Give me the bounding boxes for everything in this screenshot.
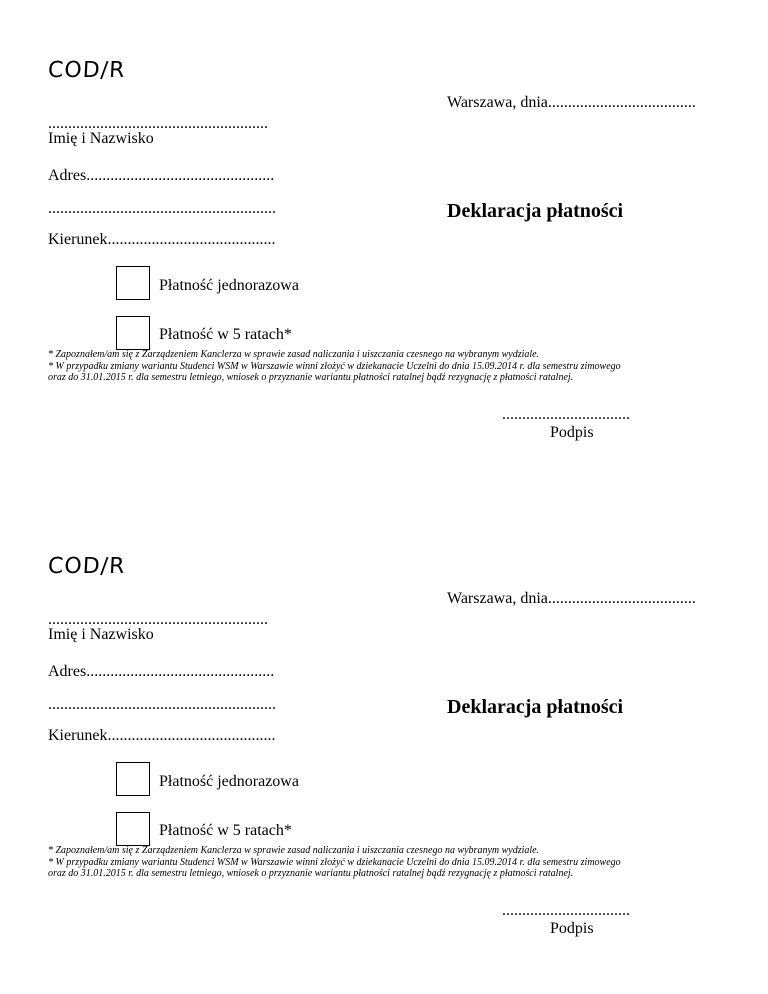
footnote: * W przypadku zmiany wariantu Studenci WSM w Warszawie winni złożyć w dziekanacie Uczelni do dnia 15.09.2014 r. dla semestru zimowego [48,360,621,372]
city-date-field[interactable]: Warszawa, dnia..................................... [447,94,696,111]
name-input-line[interactable]: ....................................................... [48,611,268,628]
document-title: Deklaracja płatności [447,200,624,222]
name-label: Imię i Nazwisko [48,626,154,643]
footnote: oraz do 31.01.2015 r. dla semestru letniego, wniosek o przyznanie wariantu płatności ratalnej bądź rezygnację z płatności ratalnej. [48,372,574,383]
installments-label: Płatność w 5 ratach* [159,326,292,343]
footnote: * W przypadku zmiany wariantu Studenci WSM w Warszawie winni złożyć w dziekanacie Uczelni do dnia 15.09.2014 r. dla semestru zimowego [48,856,621,868]
address-line-2[interactable]: ......................................................... [48,200,276,217]
footnote: oraz do 31.01.2015 r. dla semestru letniego, wniosek o przyznanie wariantu płatności ratalnej bądź rezygnację z płatności ratalnej. [48,868,574,879]
major-field[interactable]: Kierunek.......................................... [48,231,276,248]
signature-label: Podpis [550,424,594,441]
signature-line[interactable]: ................................ [502,902,630,919]
single-payment-checkbox[interactable] [116,266,150,300]
address-field[interactable]: Adres............................................... [48,167,275,184]
major-field[interactable]: Kierunek.......................................... [48,727,276,744]
form-code: COD/R [47,58,126,83]
payment-declaration-form-2 [0,496,768,993]
city-date-field[interactable]: Warszawa, dnia..................................... [447,590,696,607]
footnote: * Zapoznałem/am się z Zarządzeniem Kanclerza w sprawie zasad naliczania i uiszczania czesnego na wybranym wydziale. [48,349,540,360]
signature-label: Podpis [550,920,594,937]
signature-line[interactable]: ................................ [502,406,630,423]
single-payment-checkbox[interactable] [116,762,150,796]
name-input-line[interactable]: ....................................................... [48,115,268,132]
footnote: * Zapoznałem/am się z Zarządzeniem Kanclerza w sprawie zasad naliczania i uiszczania czesnego na wybranym wydziale. [48,845,540,856]
form-code: COD/R [47,554,126,579]
single-payment-label: Płatność jednorazowa [159,773,299,790]
address-field[interactable]: Adres............................................... [48,663,275,680]
footnotes [48,845,728,880]
installments-checkbox[interactable] [116,812,150,846]
single-payment-label: Płatność jednorazowa [159,277,299,294]
installments-checkbox[interactable] [116,316,150,350]
footnotes [48,349,728,384]
installments-label: Płatność w 5 ratach* [159,822,292,839]
name-label: Imię i Nazwisko [48,130,154,147]
document-title: Deklaracja płatności [447,696,624,718]
address-line-2[interactable]: ......................................................... [48,696,276,713]
